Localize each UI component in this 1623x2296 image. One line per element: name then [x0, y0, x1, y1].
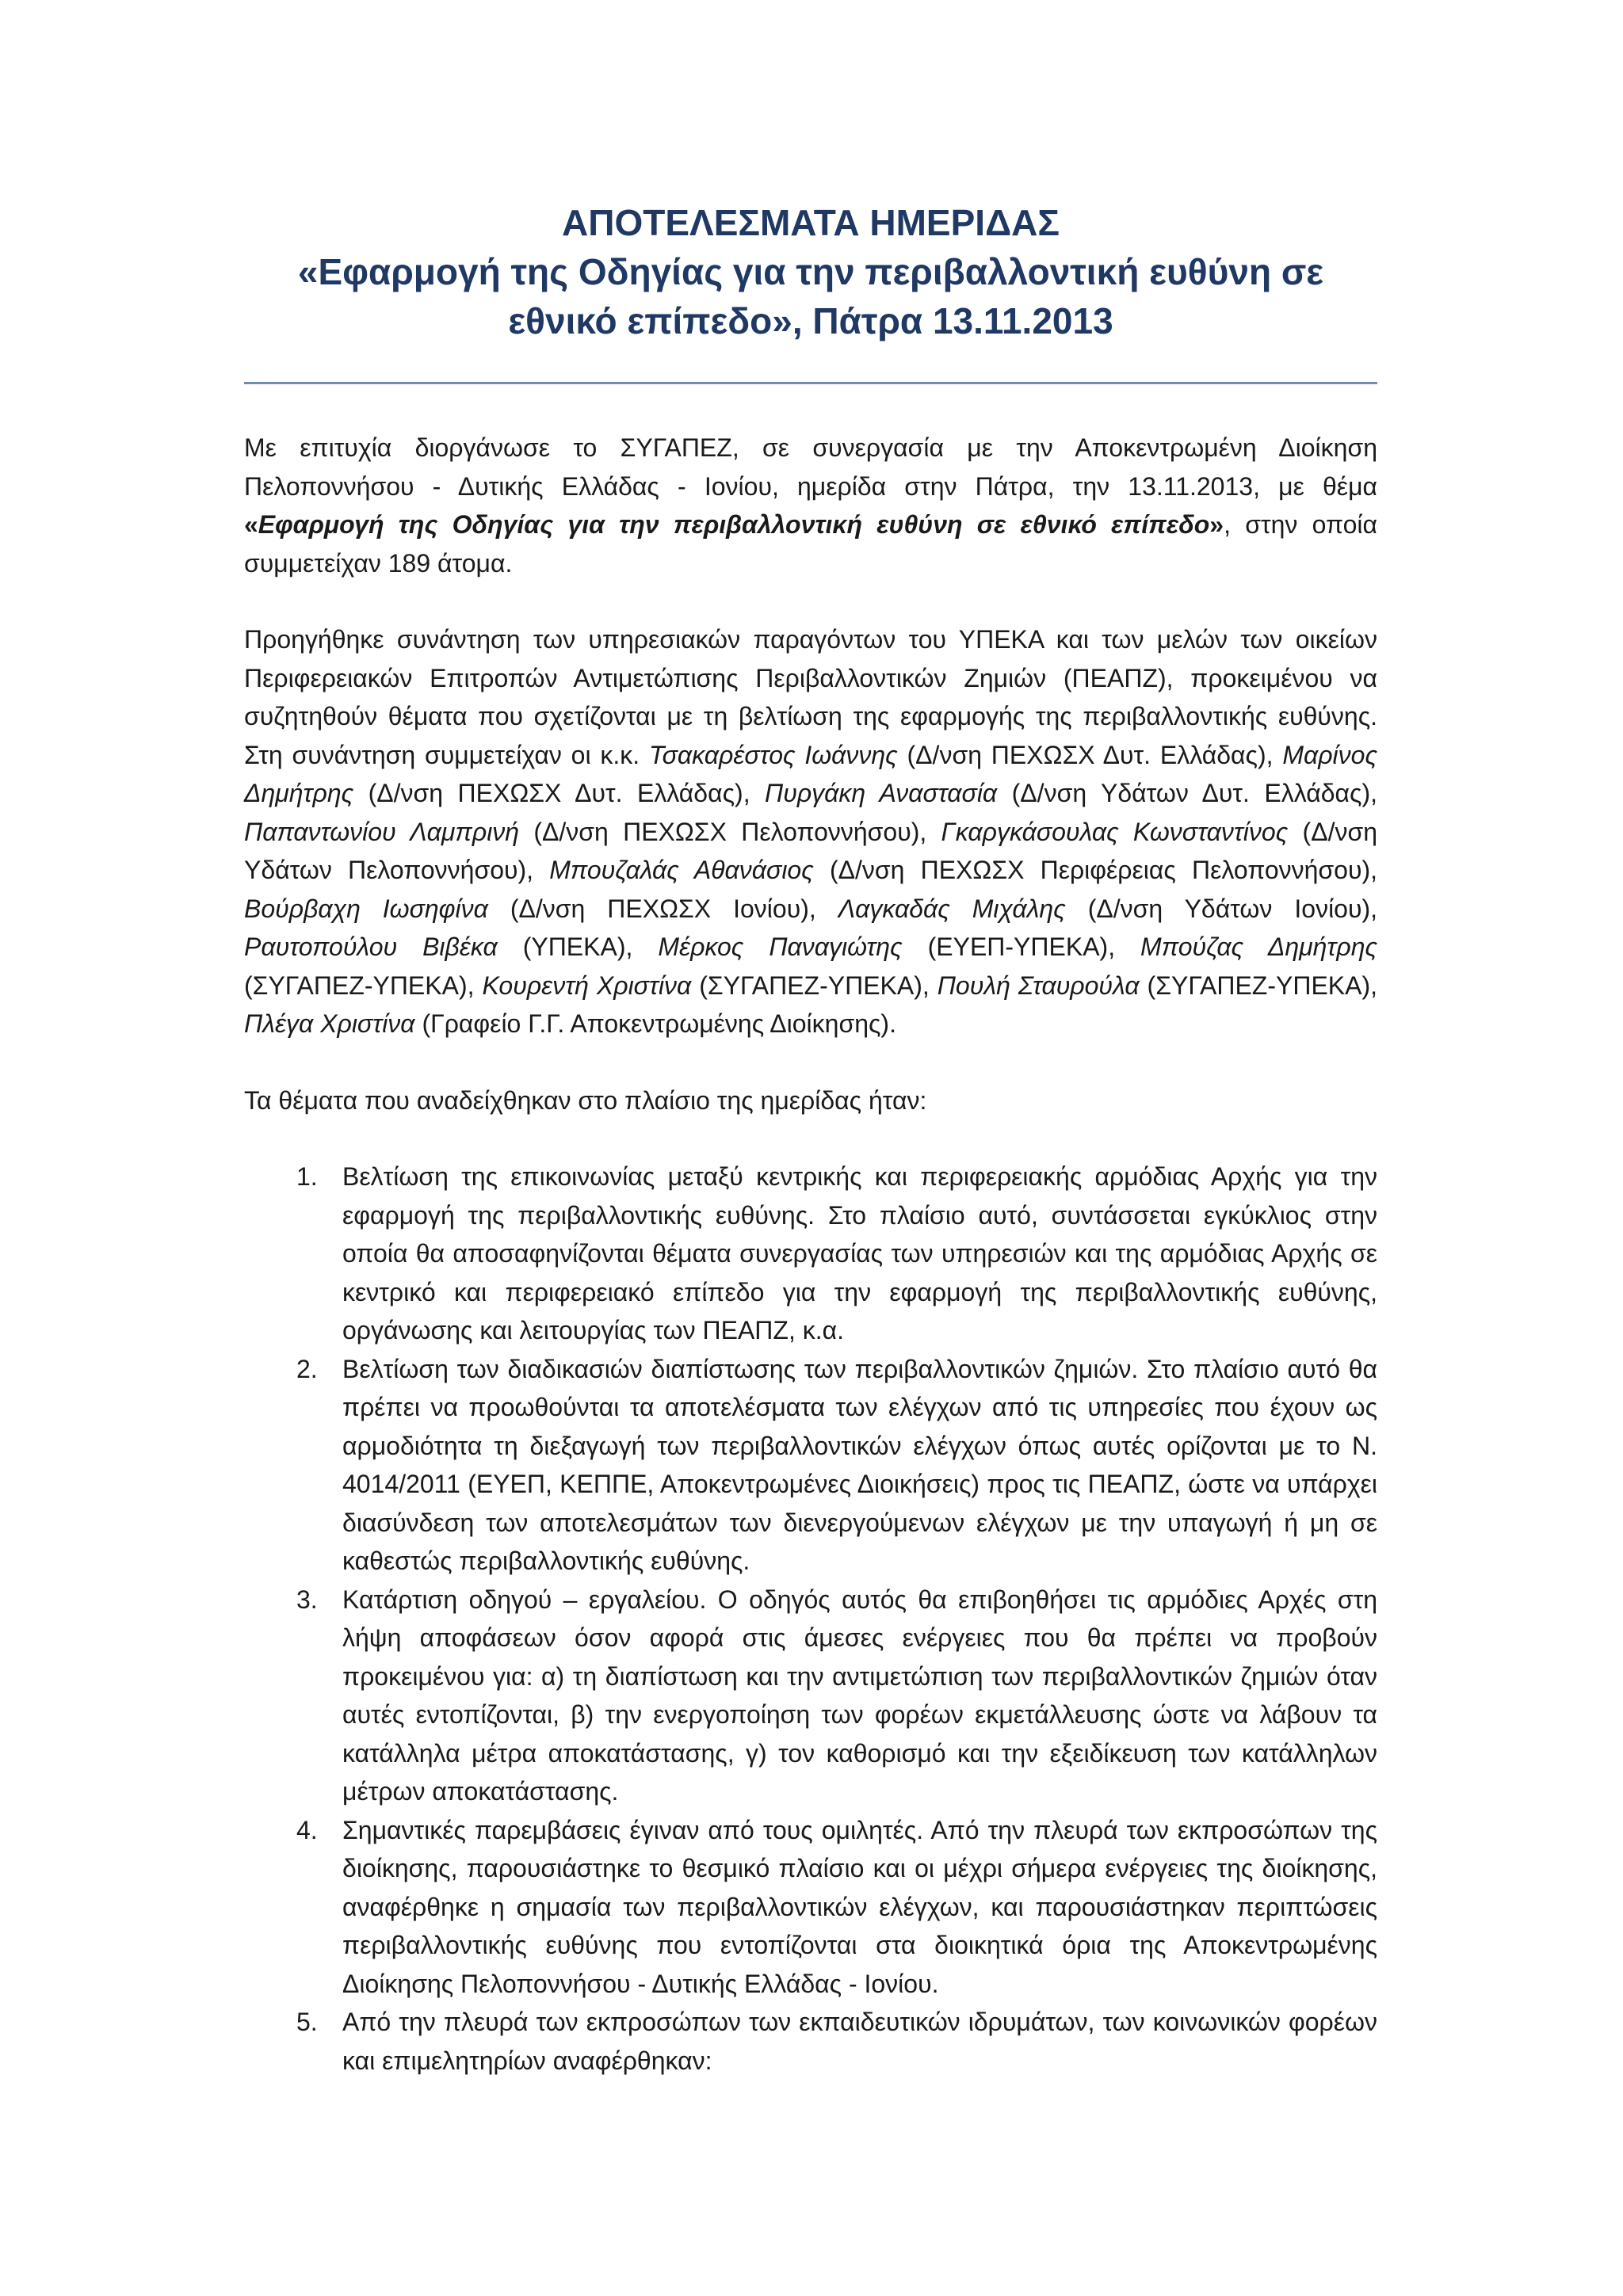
list-item-number: 4.: [296, 1815, 318, 1844]
event-theme: Εφαρμογή της Οδηγίας για την περιβαλλοντική ευθύνη σε εθνικό επίπεδο: [258, 510, 1210, 539]
participant-org: (Δ/νση ΠΕΧΩΣΧ Δυτ. Ελλάδας),: [353, 779, 766, 807]
list-item: [244, 1158, 1377, 1350]
participant-name: Μπούζας Δημήτρης: [1140, 933, 1378, 961]
participant: [549, 856, 1377, 884]
participant: [938, 971, 1377, 1000]
participant: [244, 894, 838, 923]
participant: [482, 971, 937, 1000]
participant-name: Τσακαρέστος Ιωάννης: [648, 740, 898, 769]
participant-list: [244, 741, 1377, 1039]
participant-name: Μέρκος Παναγιώτης: [658, 933, 903, 961]
title-line-3: εθνικό επίπεδο», Πάτρα 13.11.2013: [508, 300, 1113, 341]
participant-name: Μαρίνος Δημήτρης: [244, 740, 1378, 807]
list-item: [244, 1581, 1377, 1811]
participant: [649, 741, 1282, 769]
quote-open: «: [244, 510, 258, 539]
participant-org: (ΕΥΕΠ-ΥΠΕΚΑ),: [902, 933, 1141, 961]
intro-text-1: Με επιτυχία διοργάνωσε το ΣΥΓΑΠΕΖ, σε συνεργασία με την Αποκεντρωμένη Διοίκηση Πελοποννήσου - Δυτικής Ελλάδας - Ιονίου, ημερίδα στην Πάτρα, την 13.11.2013, με θέμα: [244, 433, 1377, 501]
participant-name: Κουρεντή Χριστίνα: [482, 971, 692, 1000]
list-item-number: 1.: [296, 1162, 318, 1191]
participant-name: Πουλή Σταυρούλα: [937, 971, 1140, 1000]
participant-org: (ΣΥΓΑΠΕΖ-ΥΠΕΚΑ),: [691, 971, 938, 1000]
list-item: [244, 2003, 1377, 2080]
list-item: [244, 1350, 1377, 1581]
participant-org: (Δ/νση ΠΕΧΩΣΧ Πελοποννήσου),: [519, 817, 941, 846]
participant-name: Λαγκαδάς Μιχάλης: [838, 894, 1066, 923]
participant: [244, 1009, 896, 1038]
list-item-text: Σημαντικές παρεμβάσεις έγιναν από τους ομιλητές. Από την πλευρά των εκπροσώπων της διοίκησης, παρουσιάστηκε το θεσμικό πλαίσιο και οι μέχρι σήμερα ενέργειες της διοίκησης, αναφέρθηκε η σημασία των περιβαλλοντικών ελέγχων, και παρουσιάστηκαν περιπτώσεις περιβαλλοντικής ευθύνης που εντοπίζονται στα διοικητικά όρια της Αποκεντρωμένης Διοίκησης Πελοποννήσου - Δυτικής Ελλάδας - Ιονίου.: [342, 1815, 1377, 1998]
list-item: [244, 1811, 1377, 2004]
topics-list: [244, 1158, 1377, 2080]
participant-org: (Δ/νση ΠΕΧΩΣΧ Δυτ. Ελλάδας),: [897, 740, 1283, 769]
participant-name: Πλέγα Χριστίνα: [244, 1009, 415, 1038]
list-item-text: Κατάρτιση οδηγού – εργαλείου. Ο οδηγός αυτός θα επιβοηθήσει τις αρμόδιες Αρχές στη λήψη αποφάσεων όσον αφορά στις άμεσες ενέργειες που θα πρέπει να προβούν προκειμένου για: α) τη διαπίστωση και την αντιμετώπιση των περιβαλλοντικών ζημιών όταν αυτές εντοπίζονται, β) την ενεργοποίηση των φορέων εκμετάλλευσης ώστε να λάβουν τα κατάλληλα μέτρα αποκατάστασης, γ) τον καθορισμό και την εξειδίκευση των κατάλληλων μέτρων αποκατάστασης.: [342, 1585, 1377, 1806]
document-title: [244, 198, 1377, 345]
meeting-paragraph: [244, 620, 1377, 1043]
participant-name: Βούρβαχη Ιωσηφίνα: [244, 894, 488, 923]
list-item-text: Βελτίωση της επικοινωνίας μεταξύ κεντρικής και περιφερειακής αρμόδιας Αρχής για την εφαρμογή της περιβαλλοντικής ευθύνης. Στο πλαίσιο αυτό, συντάσσεται εγκύκλιος στην οποία θα αποσαφηνίζονται θέματα συνεργασίας των υπηρεσιών και της αρμόδιας Αρχής σε κεντρικό και περιφερειακό επίπεδο για την εφαρμογή της περιβαλλοντικής ευθύνης, οργάνωσης και λειτουργίας των ΠΕΑΠΖ, κ.α.: [342, 1162, 1377, 1344]
participant-org: (Γραφείο Γ.Γ. Αποκεντρωμένης Διοίκησης).: [414, 1009, 896, 1038]
list-item-number: 2.: [296, 1354, 318, 1383]
participant-org: (Δ/νση Υδάτων Δυτ. Ελλάδας),: [997, 779, 1378, 807]
list-item-number: 3.: [296, 1585, 318, 1614]
meeting-lead: Προηγήθηκε συνάντηση των υπηρεσιακών παραγόντων του ΥΠΕΚΑ και των μελών των οικείων Περιφερειακών Επιτροπών Αντιμετώπισης Περιβαλλοντικών Ζημιών (ΠΕΑΠΖ), προκειμένου να συζητηθούν θέματα που σχετίζονται με τη βελτίωση της εφαρμογής της περιβαλλοντικής ευθύνης. Στη συνάντηση συμμετείχαν οι κ.κ.: [244, 625, 1377, 769]
intro-text-2: , στην οποία συμμετείχαν 189 άτομα.: [244, 510, 1378, 578]
document-page: [244, 198, 1377, 2080]
title-line-1: ΑΠΟΤΕΛΕΣΜΑΤΑ ΗΜΕΡΙΔΑΣ: [562, 202, 1060, 243]
participant-org: (ΥΠΕΚΑ),: [497, 933, 659, 961]
list-item-text: Βελτίωση των διαδικασιών διαπίστωσης των περιβαλλοντικών ζημιών. Στο πλαίσιο αυτό θα πρέπει να προωθούνται τα αποτελέσματα των ελέγχων από τις υπηρεσίες που έχουν ως αρμοδιότητα τη διεξαγωγή των περιβαλλοντικών ελέγχων όπως αυτές ορίζονται με το Ν. 4014/2011 (ΕΥΕΠ, ΚΕΠΠΕ, Αποκεντρωμένες Διοικήσεις) προς τις ΠΕΑΠΖ, ώστε να υπάρχει διασύνδεση των αποτελεσμάτων των διενεργούμενων ελέγχων με την υπαγωγή ή μη σε καθεστώς περιβαλλοντικής ευθύνης.: [342, 1354, 1377, 1575]
participant: [658, 933, 1140, 961]
participant-org: (ΣΥΓΑΠΕΖ-ΥΠΕΚΑ),: [1139, 971, 1378, 1000]
list-item-number: 5.: [296, 2008, 318, 2036]
participant-org: (Δ/νση Υδάτων Πελοποννήσου),: [244, 817, 1378, 884]
participant-name: Ραυτοπούλου Βιβέκα: [244, 933, 498, 961]
participant-org: (Δ/νση ΠΕΧΩΣΧ Περιφέρειας Πελοποννήσου),: [813, 856, 1378, 884]
title-line-2: «Εφαρμογή της Οδηγίας για την περιβαλλοντική ευθύνη σε: [297, 251, 1324, 292]
participant-org: (Δ/νση ΠΕΧΩΣΧ Ιονίου),: [487, 894, 838, 923]
participant-name: Γκαργκάσουλας Κωνσταντίνος: [941, 817, 1289, 846]
title-divider: [244, 382, 1377, 384]
participant-name: Παπαντωνίου Λαμπρινή: [244, 817, 520, 846]
participant: [244, 818, 941, 846]
quote-close: »: [1209, 510, 1224, 539]
participant-name: Μπουζαλάς Αθανάσιος: [549, 856, 814, 884]
participant-org: (Δ/νση Υδάτων Ιονίου),: [1065, 894, 1378, 923]
participant: [244, 933, 658, 961]
participant-org: (ΣΥΓΑΠΕΖ-ΥΠΕΚΑ),: [244, 971, 483, 1000]
participant: [838, 894, 1377, 923]
participant-name: Πυργάκη Αναστασία: [765, 779, 998, 807]
topics-intro: Τα θέματα που αναδείχθηκαν στο πλαίσιο της ημερίδας ήταν:: [244, 1085, 927, 1115]
list-item-text: Από την πλευρά των εκπροσώπων των εκπαιδευτικών ιδρυμάτων, των κοινωνικών φορέων και επιμελητηρίων αναφέρθηκαν:: [342, 2008, 1377, 2075]
intro-paragraph: [244, 429, 1377, 582]
participant: [765, 779, 1377, 807]
